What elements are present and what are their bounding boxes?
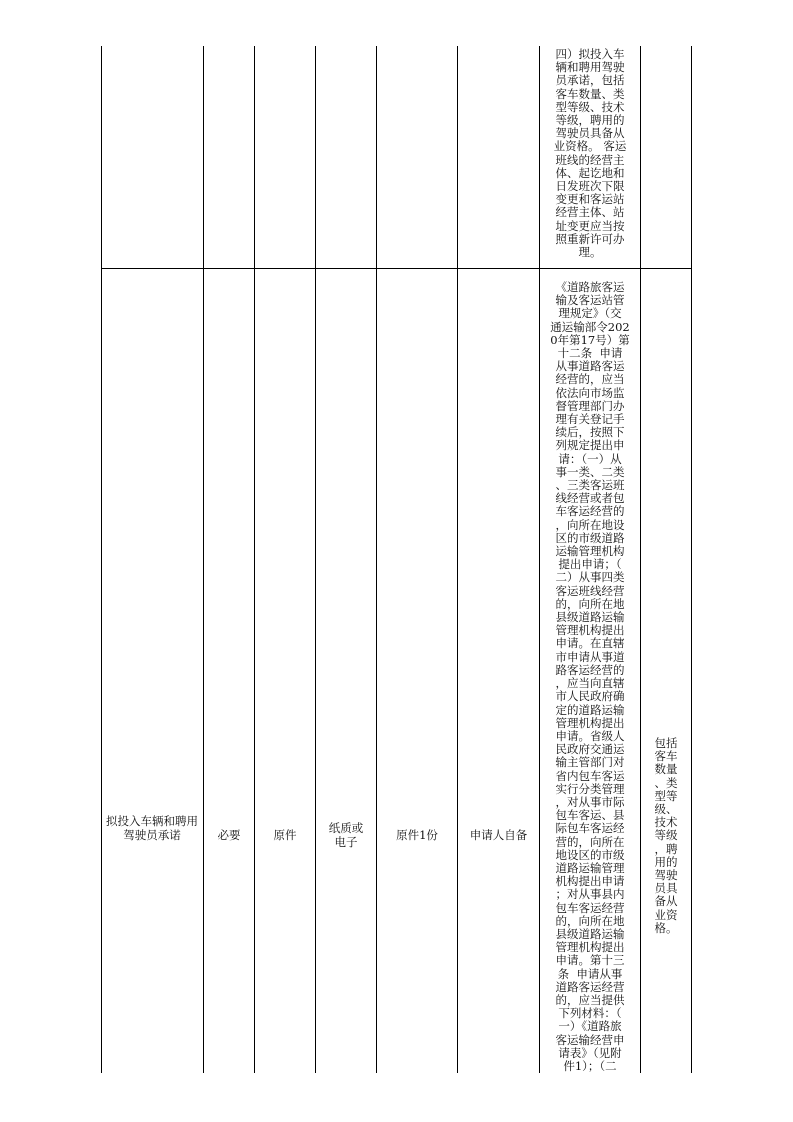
legal-basis-line: 际包车客运经 bbox=[555, 821, 625, 836]
remark bbox=[642, 737, 690, 935]
copies: 原件1份 bbox=[396, 828, 438, 842]
legal-basis-line: 理有关登记手 bbox=[555, 412, 625, 427]
col-line-5 bbox=[376, 46, 377, 1073]
legal-basis-line: 条 申请从事 bbox=[557, 966, 623, 981]
legal-basis-line: 下列材料：（ bbox=[558, 1006, 622, 1021]
legal-basis-line: 车客运经营的 bbox=[555, 504, 625, 519]
legal-basis-line: 请：（一）从 bbox=[558, 451, 622, 466]
legal-basis-line: 道路客运经营 bbox=[555, 979, 625, 994]
legal-basis-line: 、三类客运班 bbox=[555, 478, 625, 493]
col-line-2 bbox=[203, 46, 204, 1073]
legal-basis-line: 变更和客运站 bbox=[555, 192, 625, 207]
legal-basis-line: 输及客运站管 bbox=[555, 293, 625, 308]
legal-basis-line: 通运输部令202 bbox=[550, 319, 630, 334]
remark-line: 级、 bbox=[654, 802, 678, 817]
legal-basis-line: 日发班次下限 bbox=[555, 179, 625, 194]
remark-line: 包括 bbox=[654, 736, 678, 750]
legal-basis-line: 业资格。 客运 bbox=[553, 139, 627, 154]
legal-basis-line: 申请。省级人 bbox=[555, 728, 625, 743]
legal-basis-line: 督管理部门办 bbox=[555, 398, 625, 413]
legal-basis-line: 管理机构提出 bbox=[555, 623, 625, 638]
legal-basis-line: 民政府交通运 bbox=[555, 742, 625, 757]
remark-line: 等级 bbox=[654, 828, 678, 843]
legal-basis-line: 道路运输管理 bbox=[555, 860, 625, 875]
material-name: 拟投入车辆和聘用驾驶员承诺 bbox=[106, 814, 198, 842]
legal-basis-line: 事一类、二类 bbox=[555, 464, 625, 479]
legal-basis-line: 输主管部门对 bbox=[555, 755, 625, 770]
legal-basis-line: 一）《道路旅 bbox=[558, 1019, 622, 1034]
legal-basis-line: ，向所在地设 bbox=[555, 517, 625, 532]
legal-basis-line: 班线的经营主 bbox=[555, 152, 625, 167]
legal-basis-line: 辆和聘用驾驶 bbox=[555, 60, 625, 75]
legal-basis-line: ；对从事县内 bbox=[555, 887, 625, 902]
legal-basis-line: 从事道路客运 bbox=[555, 359, 625, 374]
legal-basis-line: 的，应当提供 bbox=[555, 992, 625, 1007]
legal-basis-line: 实行分类管理 bbox=[555, 781, 625, 796]
legal-basis-line: 依法向市场监 bbox=[555, 385, 625, 400]
legal-basis-line: 理规定》（交 bbox=[558, 306, 622, 321]
remark-line: 备从 bbox=[654, 894, 678, 909]
legal-basis-line: 型等级、技术 bbox=[555, 99, 625, 114]
legal-basis-line: 运输管理机构 bbox=[555, 544, 625, 559]
legal-basis-line: 定的道路运输 bbox=[555, 702, 625, 717]
material-source: 申请人自备 bbox=[469, 828, 528, 842]
remark-line: 格。 bbox=[654, 920, 678, 935]
legal-basis-line: 经营主体、站 bbox=[555, 205, 625, 220]
legal-basis-line: 体、起讫地和 bbox=[555, 165, 625, 180]
col-line-8 bbox=[640, 46, 641, 1073]
legal-basis-line: 驾驶员具备从 bbox=[555, 126, 625, 141]
material-form: 纸质或电子 bbox=[328, 821, 364, 849]
legal-basis-line: 《道路旅客运 bbox=[555, 280, 625, 294]
legal-basis-line: 请表》（见附 bbox=[558, 1045, 622, 1060]
legal-basis-line: 员承诺，包括 bbox=[555, 73, 625, 88]
col-line-4 bbox=[315, 46, 316, 1073]
legal-basis bbox=[541, 281, 639, 1073]
legal-basis-line: 理。 bbox=[578, 245, 602, 260]
legal-basis-line: 等级，聘用的 bbox=[555, 113, 625, 128]
remark-line: 技术 bbox=[654, 815, 678, 830]
legal-basis-line: 址变更应当按 bbox=[555, 218, 625, 233]
legal-basis-line: 地设区的市级 bbox=[555, 847, 625, 862]
remark-line: 、类 bbox=[654, 775, 678, 790]
remark-line: 型等 bbox=[654, 788, 678, 803]
legal-basis-line: 省内包车客运 bbox=[555, 768, 625, 783]
legal-basis-line: 经营的，应当 bbox=[555, 372, 625, 387]
legal-basis-line: 0年第17号）第 bbox=[550, 332, 630, 347]
remark-line: 驾驶 bbox=[654, 868, 678, 883]
material-type: 原件 bbox=[273, 828, 297, 842]
col-line-1 bbox=[101, 46, 102, 1073]
legal-basis-line: ，应当向直辖 bbox=[555, 676, 625, 691]
legal-basis-line: 二）从事四类 bbox=[555, 570, 625, 585]
legal-basis-line: 管理机构提出 bbox=[555, 940, 625, 955]
legal-basis-line: 的，向所在地 bbox=[555, 596, 625, 611]
col-line-6 bbox=[457, 46, 458, 1073]
remark-line: 员具 bbox=[654, 881, 678, 896]
legal-basis-line: 四）拟投入车 bbox=[555, 47, 625, 61]
legal-basis-line: 市申请从事道 bbox=[555, 649, 625, 664]
legal-basis-line: 区的市级道路 bbox=[555, 530, 625, 545]
legal-basis-line: 市人民政府确 bbox=[555, 689, 625, 704]
legal-basis-line: 提出申请；（ bbox=[558, 557, 622, 572]
legal-basis-line: 客运班线经营 bbox=[555, 583, 625, 598]
legal-basis-line: 客运输经营申 bbox=[555, 1032, 625, 1047]
legal-basis-line: 列规定提出申 bbox=[555, 438, 625, 453]
legal-basis-line: 十二条 申请 bbox=[557, 346, 623, 361]
legal-basis-line: 件1）；（二 bbox=[563, 1058, 617, 1073]
legal-basis-line: 包车客运、县 bbox=[555, 808, 625, 823]
legal-basis-line: 申请。第十三 bbox=[555, 953, 625, 968]
remark-line: ，聘 bbox=[654, 841, 678, 856]
remark-line: 客车 bbox=[654, 749, 678, 764]
legal-basis-line: 照重新许可办 bbox=[555, 231, 625, 246]
col-line-7 bbox=[539, 46, 540, 1073]
remark-line: 用的 bbox=[654, 854, 678, 869]
legal-basis-line: 线经营或者包 bbox=[555, 491, 625, 506]
legal-basis-line: 管理机构提出 bbox=[555, 715, 625, 730]
legal-basis-line: 营的，向所在 bbox=[555, 834, 625, 849]
remark-line: 数量 bbox=[654, 762, 678, 777]
legal-basis-line: 县级道路运输 bbox=[555, 610, 625, 625]
remark-line: 业资 bbox=[654, 907, 678, 922]
legal-basis-line: 申请。在直辖 bbox=[555, 636, 625, 651]
legal-basis-line: 续后，按照下 bbox=[555, 425, 625, 440]
legal-basis-line: 的，向所在地 bbox=[555, 913, 625, 928]
row-line bbox=[101, 268, 692, 269]
legal-basis-line: 机构提出申请 bbox=[555, 874, 625, 889]
col-line-3 bbox=[254, 46, 255, 1073]
legal-basis-line: 县级道路运输 bbox=[555, 926, 625, 941]
legal-basis-line: 客车数量、类 bbox=[555, 86, 625, 101]
col-line-9 bbox=[691, 46, 692, 1073]
required-flag: 必要 bbox=[217, 828, 241, 842]
legal-basis-continued bbox=[541, 48, 639, 259]
legal-basis-line: ，对从事市际 bbox=[555, 794, 625, 809]
legal-basis-line: 包车客运经营 bbox=[555, 900, 625, 915]
legal-basis-line: 路客运经营的 bbox=[555, 662, 625, 677]
